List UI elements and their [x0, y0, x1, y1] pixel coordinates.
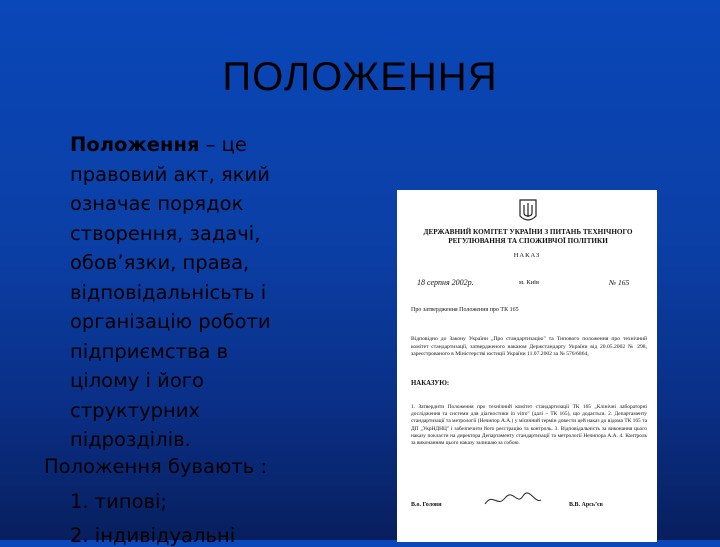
definition-line: підрозділів.	[70, 428, 191, 451]
slide-title: ПОЛОЖЕННЯ	[222, 55, 498, 99]
document-items: 1. Затвердити Положення про технічний комітет стандартизації ТК 165 „Клінічні лабораторні досліджeння та системи для діагностики in vitro" (далі – ТК 165), що додається. 2. Департаменту стандартизації та метрології (Нечипор А.А.) у місячний термін довести цей наказ до відома ТК 165 та ДП „УкрНДНЦ" і забезпечити його реєстрацію та контроль. 3. Відповідальність за виконання цього наказу покласти на директора Департаменту стандартизації та метрології Нечипора А.А. 4. Контроль за виконанням цього наказу залишаю за собою.	[411, 404, 647, 447]
document-city: м. Київ	[519, 279, 540, 286]
types-heading: Положення бувають :	[44, 455, 268, 478]
document-subject: Про затвердження Положення про ТК 165	[411, 307, 519, 313]
type-item: 1. типові;	[70, 490, 167, 513]
definition-line: означає порядок	[70, 192, 244, 215]
definition-line: цілому і його	[70, 369, 204, 392]
trident-emblem-icon	[518, 198, 538, 224]
document-date: 18 серпня 2002р.	[417, 278, 474, 287]
scanned-order-document	[397, 190, 657, 542]
definition-line: підприємства в	[70, 339, 229, 363]
definition-line: створення, задачі,	[70, 221, 261, 245]
document-number: № 165	[609, 278, 630, 287]
definition-line: структурних	[70, 398, 201, 422]
definition-connector: – це	[199, 133, 247, 156]
definition-first-line	[70, 130, 370, 160]
definition-line: відповідальнісьть і	[70, 280, 267, 304]
definition-line: правовий акт, який	[70, 162, 270, 186]
definition-block	[70, 130, 370, 455]
definition-term: Положення	[70, 133, 200, 156]
document-preamble: Відповідно до Закону України „Про стандартизацію" та Типового положення про технічний комітет стандартизації, затвердженого наказом Держстандарту України від 20.05.2002 № 298, зареєстрованого в Міністерстві юстиції України 11.07.2002 за № 576/6864,	[411, 336, 647, 358]
definition-line: обов’язки, права,	[70, 251, 250, 274]
document-kind: НАКАЗ	[513, 252, 541, 259]
document-sign-left: В.о. Голови	[411, 502, 442, 508]
signature-icon	[483, 490, 543, 510]
document-organization: ДЕРЖАВНИЙ КОМІТЕТ УКРАЇНИ З ПИТАНЬ ТЕХНІЧНОГО РЕГУЛЮВАННЯ ТА СПОЖИВЧОЇ ПОЛІТИКИ	[423, 228, 633, 245]
definition-line: організацію роботи	[70, 310, 271, 333]
type-item: 2. індивідуальні	[70, 524, 236, 547]
document-order-word: НАКАЗУЮ:	[411, 380, 450, 387]
document-sign-right: В.В. Арсь’єв	[569, 502, 603, 508]
